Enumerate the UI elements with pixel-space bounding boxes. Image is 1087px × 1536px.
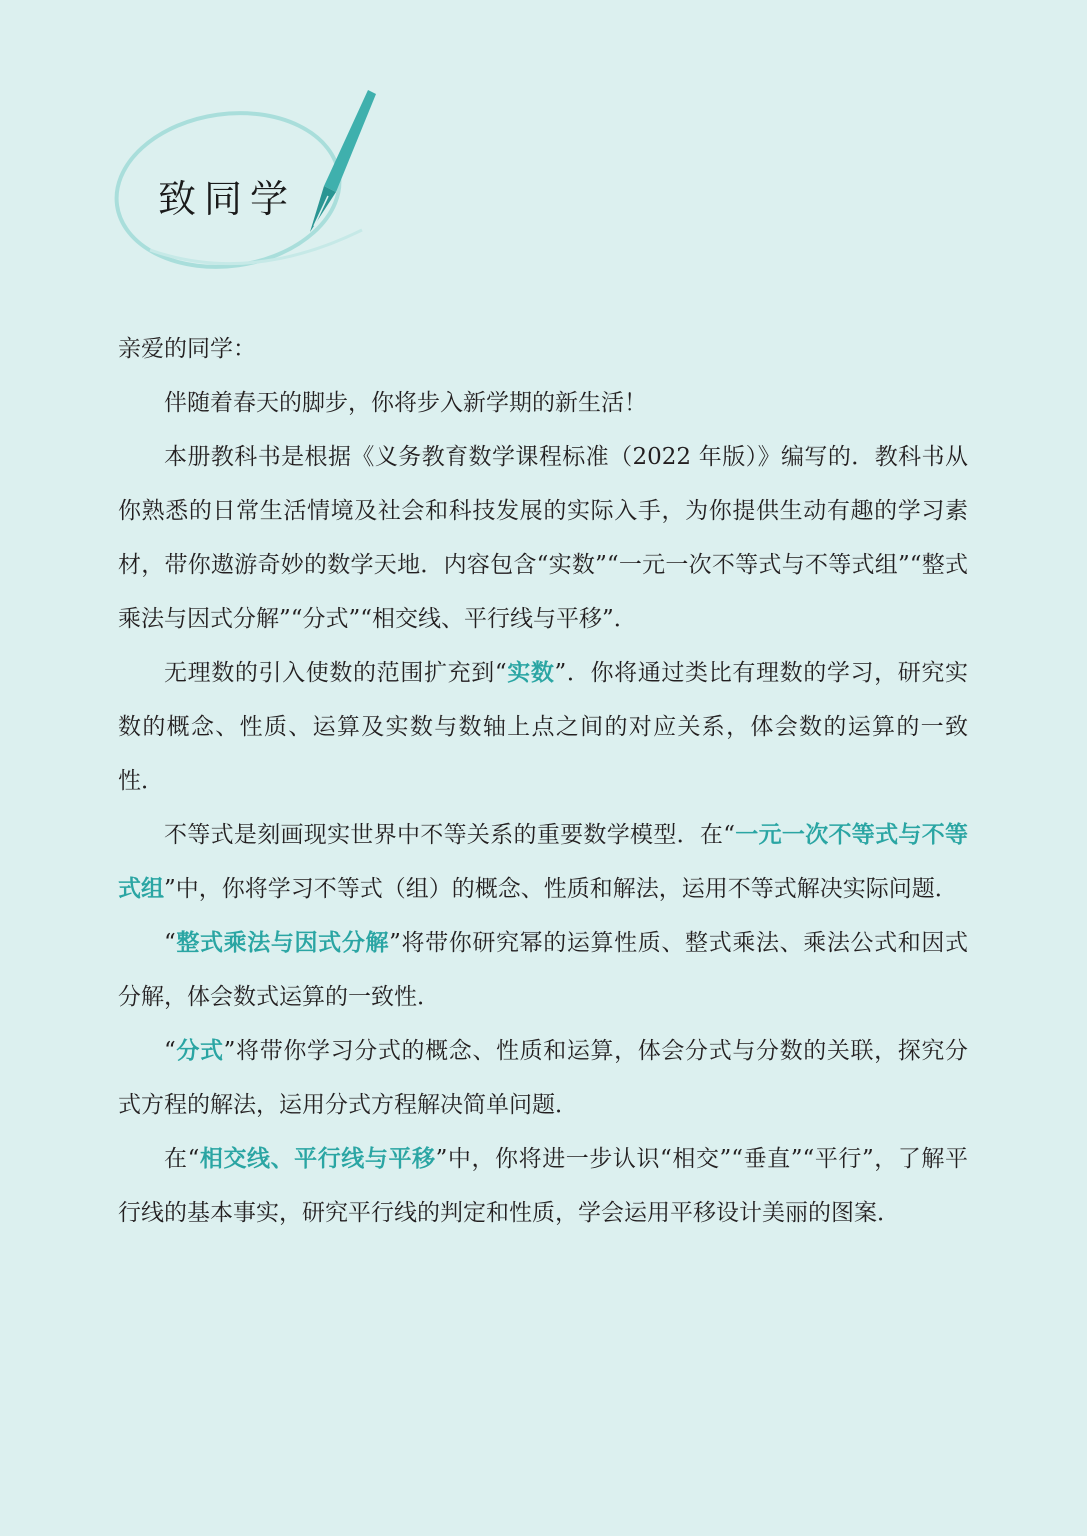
paragraph-text: ”将带你学习分式的概念、性质和运算，体会分式与分数的关联，探究分式方程的解法，运用分式方程解决简单问题． [118, 1038, 969, 1118]
highlight-lines: 相交线、平行线与平移 [199, 1146, 436, 1172]
paragraph-real-numbers [118, 646, 968, 808]
paragraph-lines [118, 1132, 968, 1240]
paragraph-text: ”中，你将学习不等式（组）的概念、性质和解法，运用不等式解决实际问题． [164, 876, 958, 902]
paragraph-text: 在“ [164, 1146, 200, 1172]
paragraph-text: “ [164, 930, 176, 956]
highlight-fractions: 分式 [175, 1038, 224, 1064]
highlight-polynomials: 整式乘法与因式分解 [175, 930, 390, 956]
salutation: 亲爱的同学： [118, 336, 256, 362]
paragraph-fractions [118, 1024, 968, 1132]
paragraph-text: 不等式是刻画现实世界中不等关系的重要数学模型．在“ [164, 822, 735, 848]
paragraph-text: 无理数的引入使数的范围扩充到“ [164, 660, 507, 686]
highlight-inequalities: 一元一次不等式与不等式组 [118, 822, 968, 902]
paragraph-text: “ [164, 1038, 176, 1064]
paragraph-text: ”．你将通过类比有理数的学习，研究实数的概念、性质、运算及实数与数轴上点之间的对应关系，体会数的运算的一致性． [118, 660, 969, 794]
letter-body [118, 322, 968, 1240]
paragraph-text: ”中，你将进一步认识“相交”“垂直”“平行”，了解平行线的基本事实，研究平行线的判定和性质，学会运用平移设计美丽的图案． [118, 1146, 968, 1226]
paragraph-intro: 伴随着春天的脚步，你将步入新学期的新生活！ [164, 390, 647, 416]
paragraph-polynomials [118, 916, 968, 1024]
paragraph-text: ”将带你研究幂的运算性质、整式乘法、乘法公式和因式分解，体会数式运算的一致性． [118, 930, 969, 1010]
page-title: 致同学 [158, 177, 297, 221]
highlight-real-numbers: 实数 [506, 660, 555, 686]
paragraph-inequalities [118, 808, 968, 916]
paragraph-overview: 本册教科书是根据《义务教育数学课程标准（2022 年版）》编写的．教科书从你熟悉的日常生活情境及社会和科技发展的实际入手，为你提供生动有趣的学习素材，带你遨游奇妙的数学天地．内容包含“实数”“一元一次不等式与不等式组”“整式乘法与因式分解”“分式”“相交线、平行线与平移”． [118, 444, 968, 632]
